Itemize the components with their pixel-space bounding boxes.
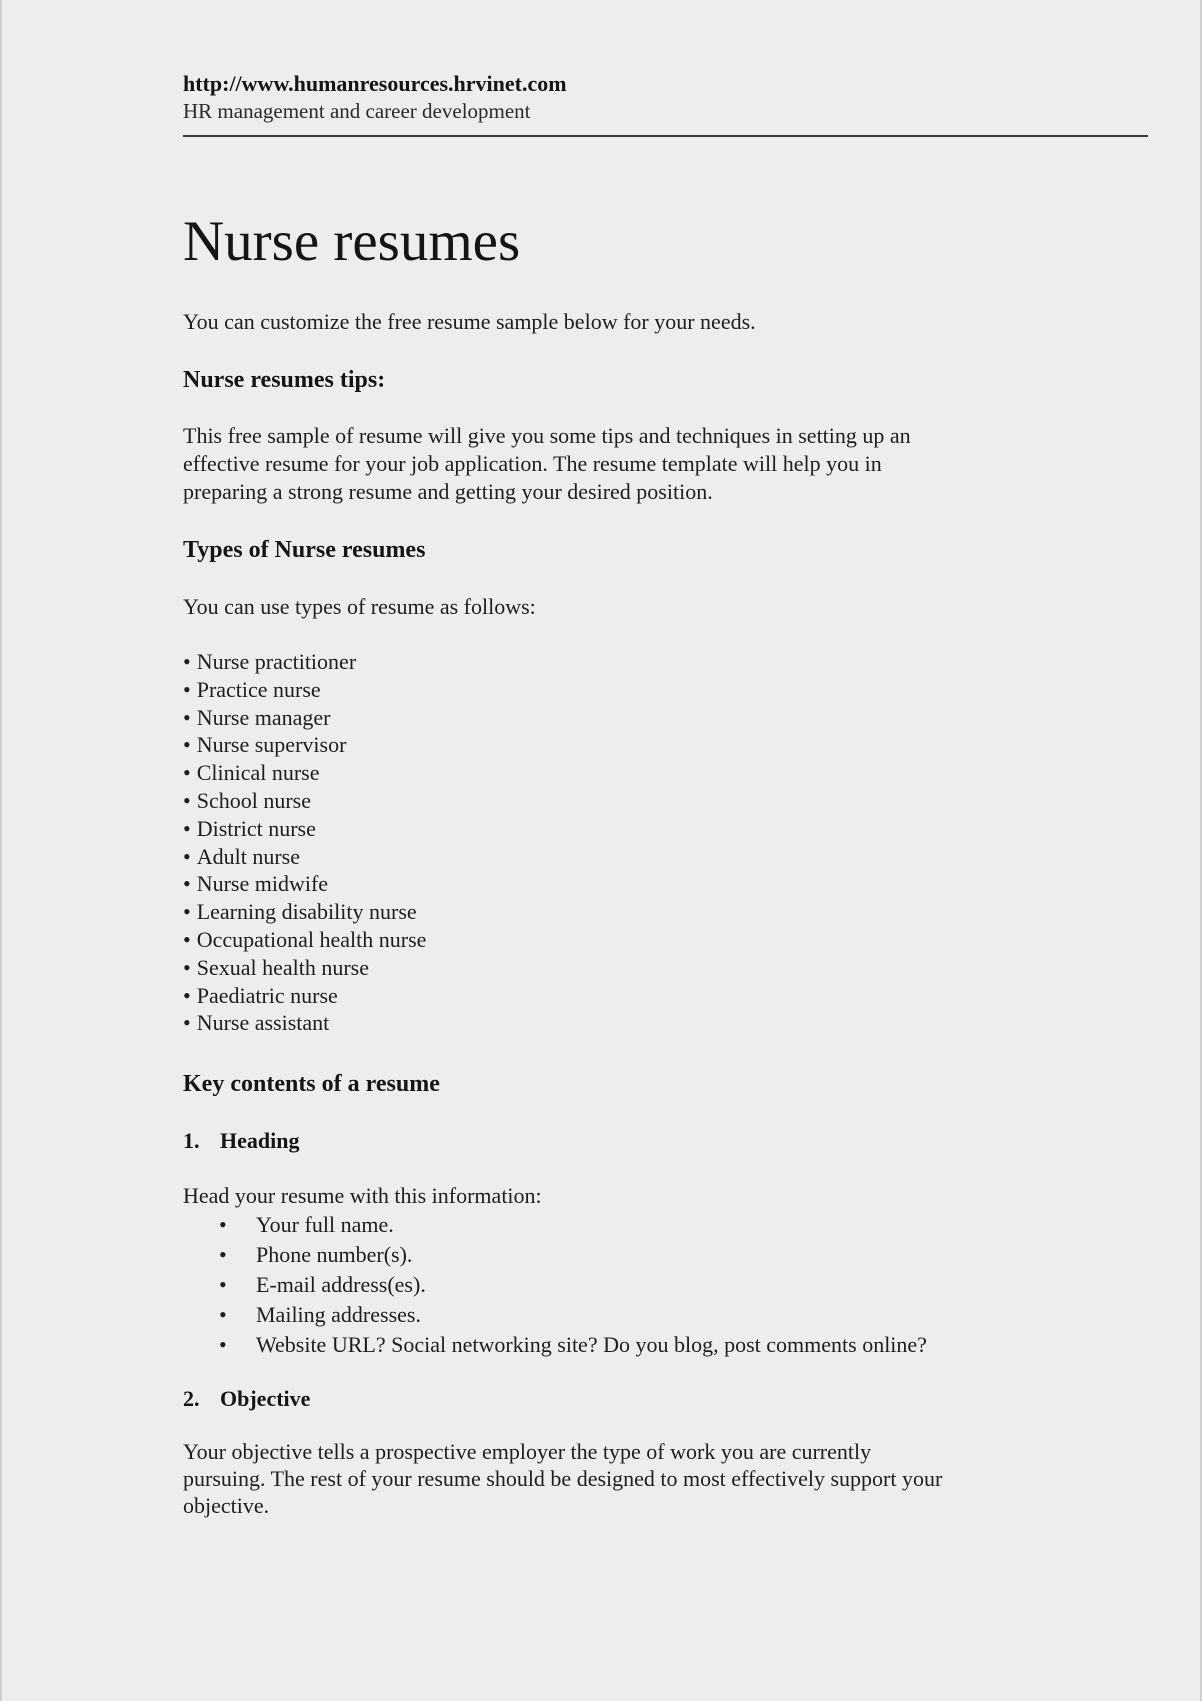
objective-line: pursuing. The rest of your resume should be designed to most effectively support your [183, 1466, 943, 1492]
list-item: • School nurse [183, 787, 1103, 815]
list-item: • Nurse manager [183, 704, 1103, 732]
types-intro: You can use types of resume as follows: [183, 594, 536, 619]
subsection-title: Objective [220, 1386, 311, 1412]
list-item: • Nurse midwife [183, 870, 1103, 898]
tips-line: This free sample of resume will give you some tips and techniques in setting up an [183, 423, 911, 448]
site-url: http://www.humanresources.hrvinet.com [183, 71, 567, 96]
list-item: • Clinical nurse [183, 759, 1103, 787]
subsection-number: 1. [183, 1128, 200, 1154]
heading-intro: Head your resume with this information: [183, 1183, 542, 1209]
list-item: • Sexual health nurse [183, 954, 1103, 982]
list-item: • E-mail address(es). [219, 1270, 1103, 1300]
types-heading: Types of Nurse resumes [183, 537, 426, 563]
tips-line: effective resume for your job application. The resume template will help you in [183, 451, 882, 476]
objective-paragraph [183, 1438, 1103, 1519]
list-item: • Website URL? Social networking site? Do you blog, post comments online? [219, 1330, 1103, 1360]
tips-line: preparing a strong resume and getting your desired position. [183, 479, 713, 504]
list-item: • District nurse [183, 815, 1103, 843]
list-item: • Nurse supervisor [183, 731, 1103, 759]
list-item: • Mailing addresses. [219, 1300, 1103, 1330]
resume-types-list [183, 648, 1103, 1037]
list-item: • Nurse practitioner [183, 648, 1103, 676]
heading-info-list [183, 1210, 1103, 1360]
page-header [183, 70, 1148, 124]
tips-heading: Nurse resumes tips: [183, 367, 386, 393]
subsection-number: 2. [183, 1386, 200, 1412]
objective-subsection-title [183, 1385, 1103, 1413]
list-item: • Your full name. [219, 1210, 1103, 1240]
objective-line: Your objective tells a prospective employer the type of work you are currently [183, 1439, 872, 1465]
list-item: • Occupational health nurse [183, 926, 1103, 954]
document-body [183, 210, 1103, 1519]
tips-paragraph [183, 422, 1103, 506]
list-item: • Learning disability nurse [183, 898, 1103, 926]
subsection-title: Heading [220, 1128, 300, 1154]
key-contents-heading: Key contents of a resume [183, 1071, 440, 1098]
list-item: • Nurse assistant [183, 1009, 1103, 1037]
objective-line: objective. [183, 1493, 270, 1519]
heading-subsection-title [183, 1127, 1103, 1155]
page-title: Nurse resumes [183, 210, 521, 273]
header-divider [183, 135, 1148, 137]
list-item: • Paediatric nurse [183, 982, 1103, 1010]
list-item: • Practice nurse [183, 676, 1103, 704]
intro-text: You can customize the free resume sample below for your needs. [183, 309, 756, 334]
list-item: • Adult nurse [183, 843, 1103, 871]
list-item: • Phone number(s). [219, 1240, 1103, 1270]
site-tagline: HR management and career development [183, 99, 531, 123]
